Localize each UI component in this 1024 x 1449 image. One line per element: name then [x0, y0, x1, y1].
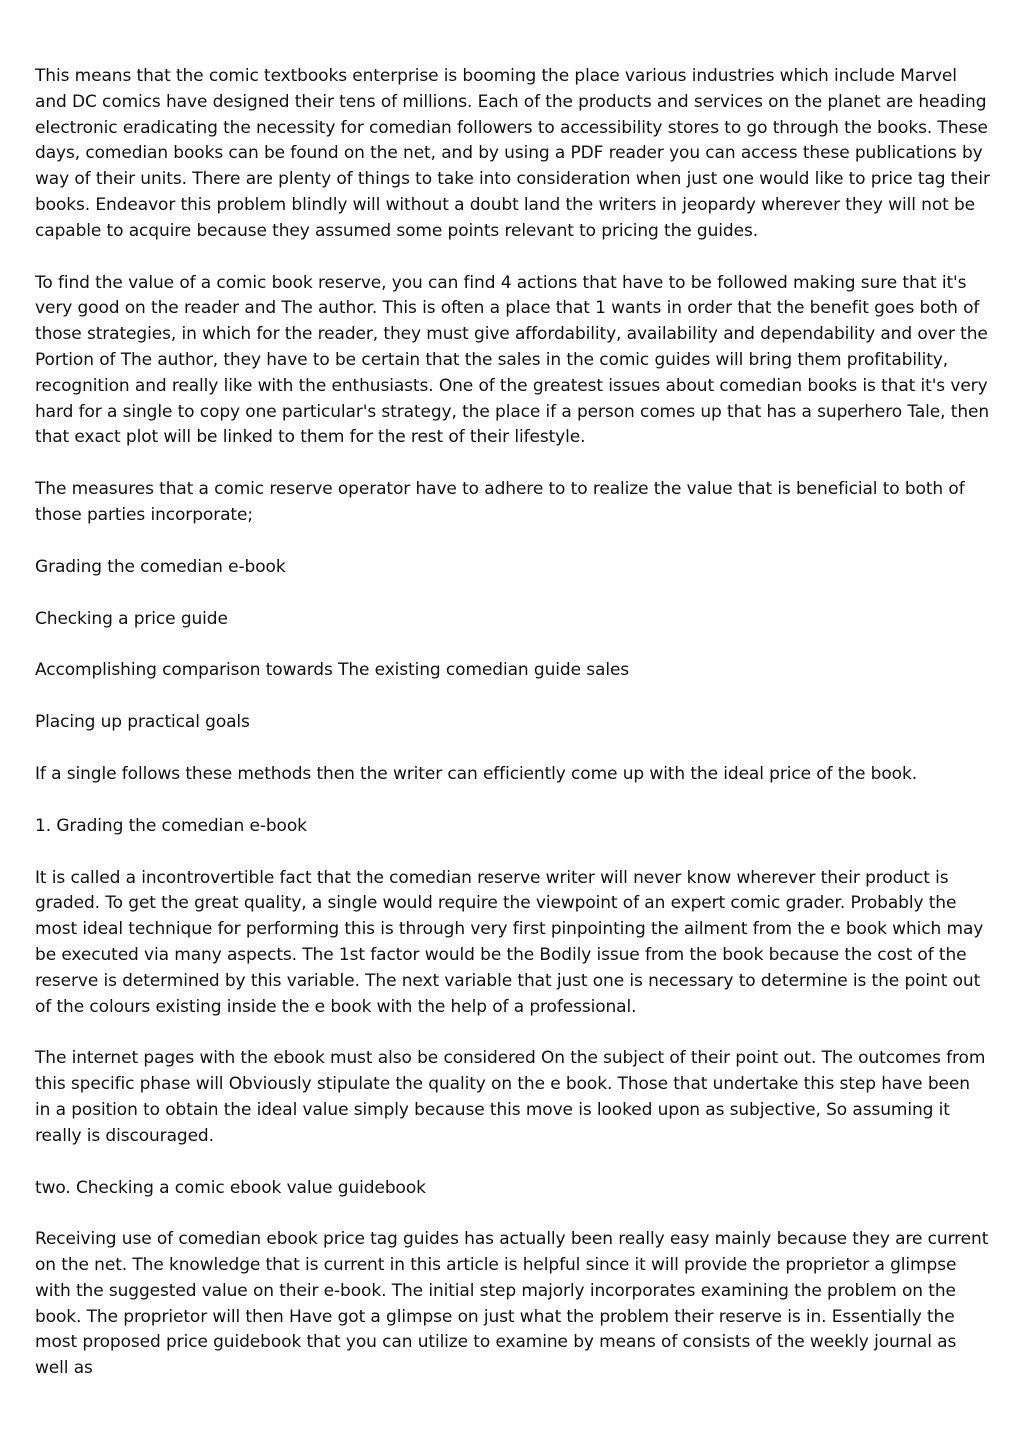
paragraph-price-guide-detail: Receiving use of comedian ebook price tag guides has actually been really easy mainly because they are current on the net. The knowledge that is current in this article is helpful since it will provide the proprietor a glimpse with the suggested value on their e-book. The initial step majorly incorporates examining the problem on the book. The proprietor will then Have got a glimpse on just what the problem their reserve is in. Essentially the most proposed price guidebook that you can utilize to examine by means of consists of the weekly journal as well as: [35, 1229, 989, 1379]
paragraph-measures: The measures that a comic reserve operator have to adhere to to realize the value that is beneficial to both of those parties incorporate;: [35, 479, 965, 525]
paragraph-grading-detail: It is called a incontrovertible fact that the comedian reserve writer will never know wherever their product is graded. To get the great quality, a single would require the viewpoint of an expert comic grader. Probably the most ideal technique for performing this is through very first pinpointing the ailment from the e book which may be executed via many aspects. The 1st factor would be the Bodily issue from the book because the cost of the reserve is determined by this variable. The next variable that just one is necessary to determine is the point out of the colours existing inside the e book with the help of a professional.: [35, 867, 984, 1017]
paragraph-summary: If a single follows these methods then the writer can efficiently come up with the ideal price of the book.: [35, 763, 918, 784]
section-heading-grading: 1. Grading the comedian e-book: [35, 815, 307, 836]
list-item-comparison: Accomplishing comparison towards The existing comedian guide sales: [35, 660, 630, 681]
list-item-goals: Placing up practical goals: [35, 712, 250, 733]
paragraph-value-steps: To find the value of a comic book reserve, you can find 4 actions that have to be followed making sure that it's very good on the reader and The author. This is often a place that 1 wants in order that the benefit goes both of those strategies, in which for the reader, they must give affordability, availability and dependability and over the Portion of The author, they have to be certain that the sales in the comic guides will bring them profitability, recognition and really like with the enthusiasts. One of the greatest issues about comedian books is that it's very hard for a single to copy one particular's strategy, the place if a person comes up that has a superhero Tale, then that exact plot will be linked to them for the rest of their lifestyle.: [35, 272, 990, 448]
list-item-grading: Grading the comedian e-book: [35, 556, 286, 577]
paragraph-intro: This means that the comic textbooks enterprise is booming the place various industries which include Marvel and DC comics have designed their tens of millions. Each of the products and services on the planet are heading electronic eradicating the necessity for comedian followers to accessibility stores to go through the books. These days, comedian books can be found on the net, and by using a PDF reader you can access these publications by way of their units. There are plenty of things to take into consideration when just one would like to price tag their books. Endeavor this problem blindly will without a doubt land the writers in jeopardy wherever they will not be capable to acquire because they assumed some points relevant to pricing the guides.: [35, 66, 990, 241]
paragraph-pages: The internet pages with the ebook must also be considered On the subject of their point out. The outcomes from this specific phase will Obviously stipulate the quality on the e book. Those that undertake this step have been in a position to obtain the ideal value simply because this move is looked upon as subjective, So assuming it really is discouraged.: [35, 1048, 986, 1146]
section-heading-price-guide: two. Checking a comic ebook value guidebook: [35, 1177, 426, 1198]
list-item-price-guide: Checking a price guide: [35, 608, 228, 629]
